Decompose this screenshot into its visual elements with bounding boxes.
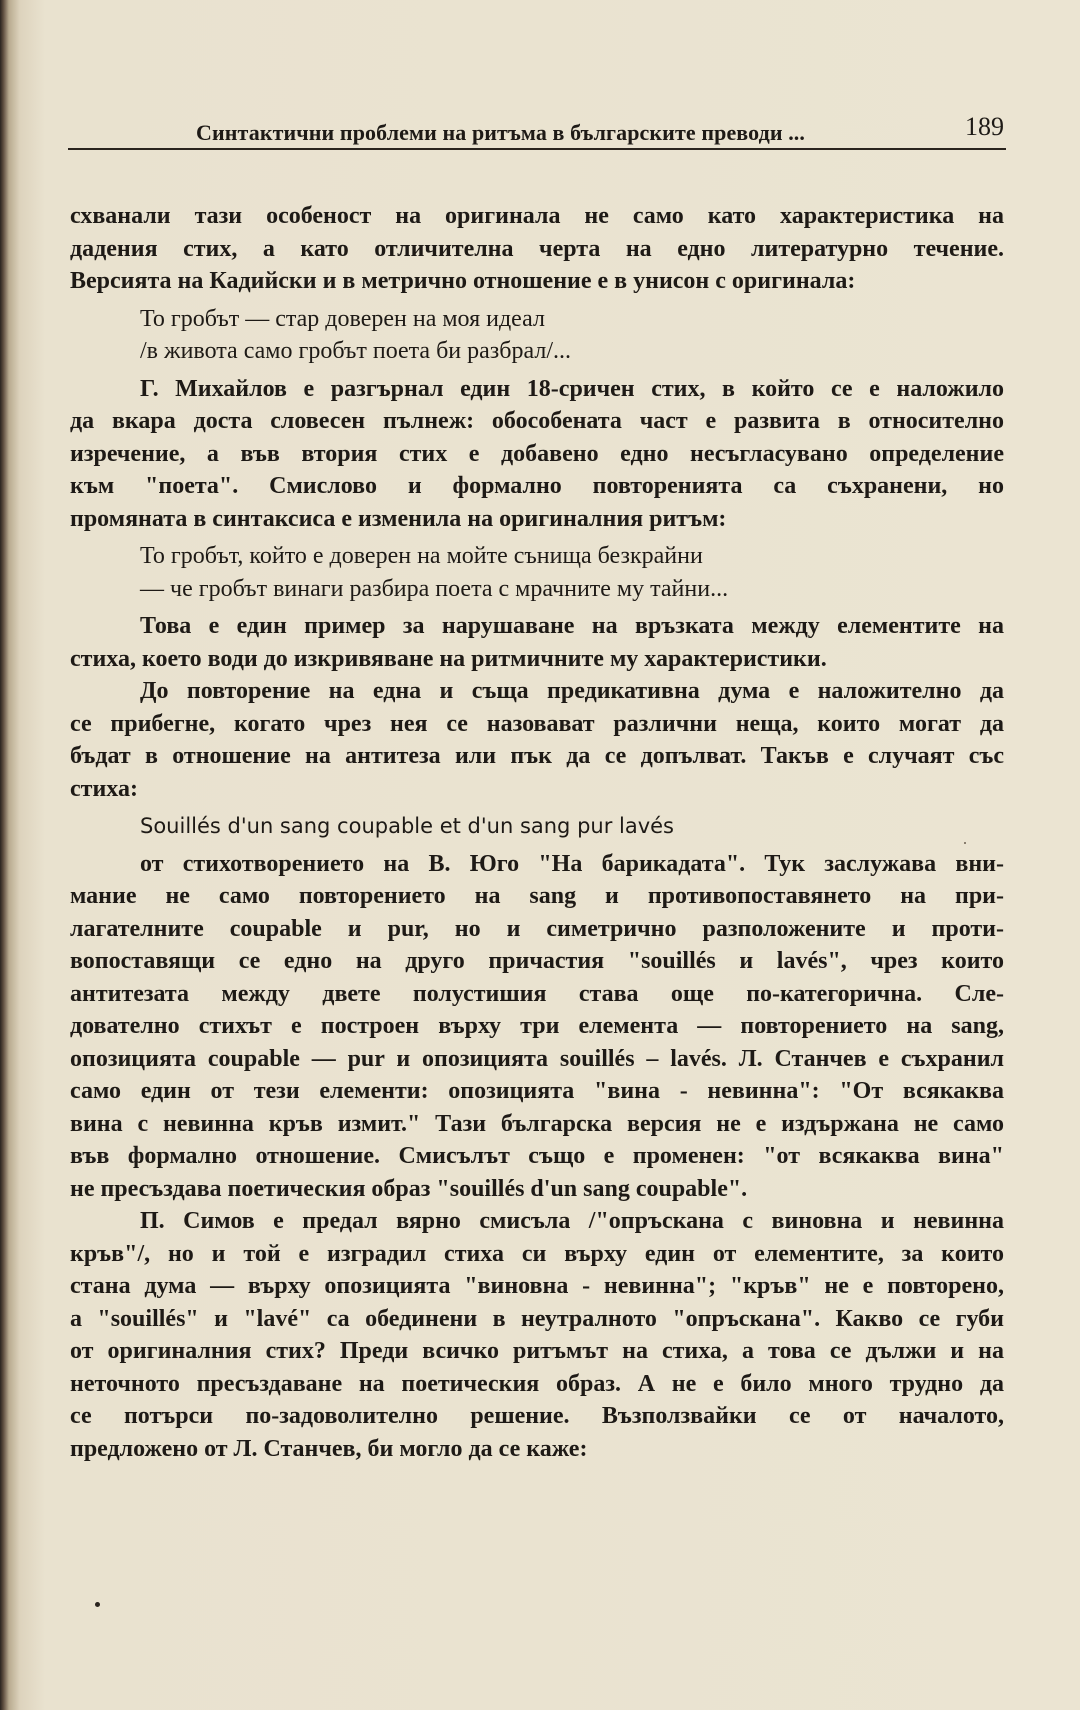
text-line: вопоставящи се едно на друго причастия "souillés и lavés", чрез които	[70, 948, 1004, 974]
text-line: схванали тази особеност на оригинала не само като характеристика на	[70, 203, 1004, 229]
page-number: 189	[965, 112, 1004, 141]
text-line: предложено от Л. Станчев, би могло да се каже:	[70, 1435, 588, 1462]
text-line: До повторение на една и съща предикативна дума е наложително да	[140, 678, 1004, 704]
text-line: Версията на Кадийски и в метрично отношение е в унисон с оригинала:	[70, 268, 856, 294]
text-line: стиха:	[70, 775, 138, 802]
text-line: промяната в синтаксиса е изменила на оригиналния ритъм:	[70, 505, 727, 532]
text-line: се потърси по-задоволително решение. Възползвайки се от началото,	[70, 1403, 1004, 1429]
verse-line: /в живота само гробът поета би разбрал/...	[140, 338, 571, 364]
text-line: бъдат в отношение на антитеза или пък да се допълват. Такъв е случаят със	[70, 743, 1004, 769]
text-line: неточното пресъздаване на поетическия образ. А не е било много трудно да	[70, 1370, 1004, 1397]
ink-speck	[964, 842, 966, 844]
text-line: мание не само повторението на sang и противопоставянето на при-	[70, 883, 1004, 909]
text-line: изречение, а във втория стих е добавено едно несъгласувано определение	[70, 440, 1004, 467]
text-line: от оригиналния стих? Преди всичко ритъмът на стиха, а това се дължи и на	[70, 1338, 1004, 1364]
text-line: дователно стихът е построен върху три елемента — повторението на sang,	[70, 1013, 1004, 1039]
text-line: а "souillés" и "lavé" са обединени в неутралното "опръскана". Какво се губи	[70, 1305, 1004, 1332]
text-line: само един от тези елементи: опозицията "вина - невинна": "От всякаква	[70, 1078, 1004, 1104]
text-line: П. Симов е предал вярно смисъла /"опръскана с виновна и невинна	[140, 1208, 1004, 1234]
verse-line: — че гробът винаги разбира поета с мрачните му тайни...	[140, 575, 729, 602]
french-verse-line: Souillés d'un sang coupable et d'un sang pur lavés	[140, 814, 675, 838]
text-line: опозицията coupable — pur и опозицията souillés – lavés. Л. Станчев е съхранил	[70, 1045, 1004, 1072]
text-line: стиха, което води до изкривяване на ритмичните му характеристики.	[70, 645, 827, 672]
running-header	[68, 108, 1006, 150]
body-text	[70, 200, 1004, 1465]
text-line: да вкара доста словесен пълнеж: обособената част е развита в относително	[70, 408, 1004, 434]
text-line: към "поета". Смислово и формално повторенията са съхранени, но	[70, 473, 1004, 499]
text-line: кръв"/, но и той е изградил стиха си върху един от елементите, за които	[70, 1240, 1004, 1267]
text-line: Г. Михайлов е разгърнал един 18-сричен стих, в който се е наложило	[140, 375, 1004, 402]
text-line: лагателните coupable и pur, но и симетрично разположените и проти-	[70, 915, 1004, 942]
text-line: не пресъздава поетическия образ "souillés d'un sang coupable".	[70, 1175, 748, 1202]
text-line: вина с невинна кръв измит." Тази българска версия не е издържана не само	[70, 1110, 1004, 1137]
running-title: Синтактични проблеми на ритъма в българските преводи ...	[196, 120, 806, 145]
text-line: във формално отношение. Смисълът също е променен: "от всякаква вина"	[70, 1143, 1004, 1169]
text-line: стана дума — върху опозицията "виновна - невинна"; "кръв" не е повторено,	[70, 1273, 1004, 1299]
text-line: се прибегне, когато чрез нея се назовават различни неща, които могат да	[70, 710, 1004, 737]
ink-speck	[95, 1602, 100, 1607]
text-line: антитезата между двете полустишия става още по-категорична. Сле-	[70, 980, 1004, 1007]
verse-line: То гробът, който е доверен на мойте сънища безкрайни	[140, 543, 703, 569]
verse-line: То гробът — стар доверен на моя идеал	[140, 305, 545, 332]
text-line: Това е един пример за нарушаване на връзката между елементите на	[140, 613, 1004, 639]
text-line: дадения стих, а като отличителна черта на едно литературно течение.	[70, 235, 1004, 262]
text-line: от стихотворението на В. Юго "На барикадата". Тук заслужава вни-	[140, 850, 1004, 877]
